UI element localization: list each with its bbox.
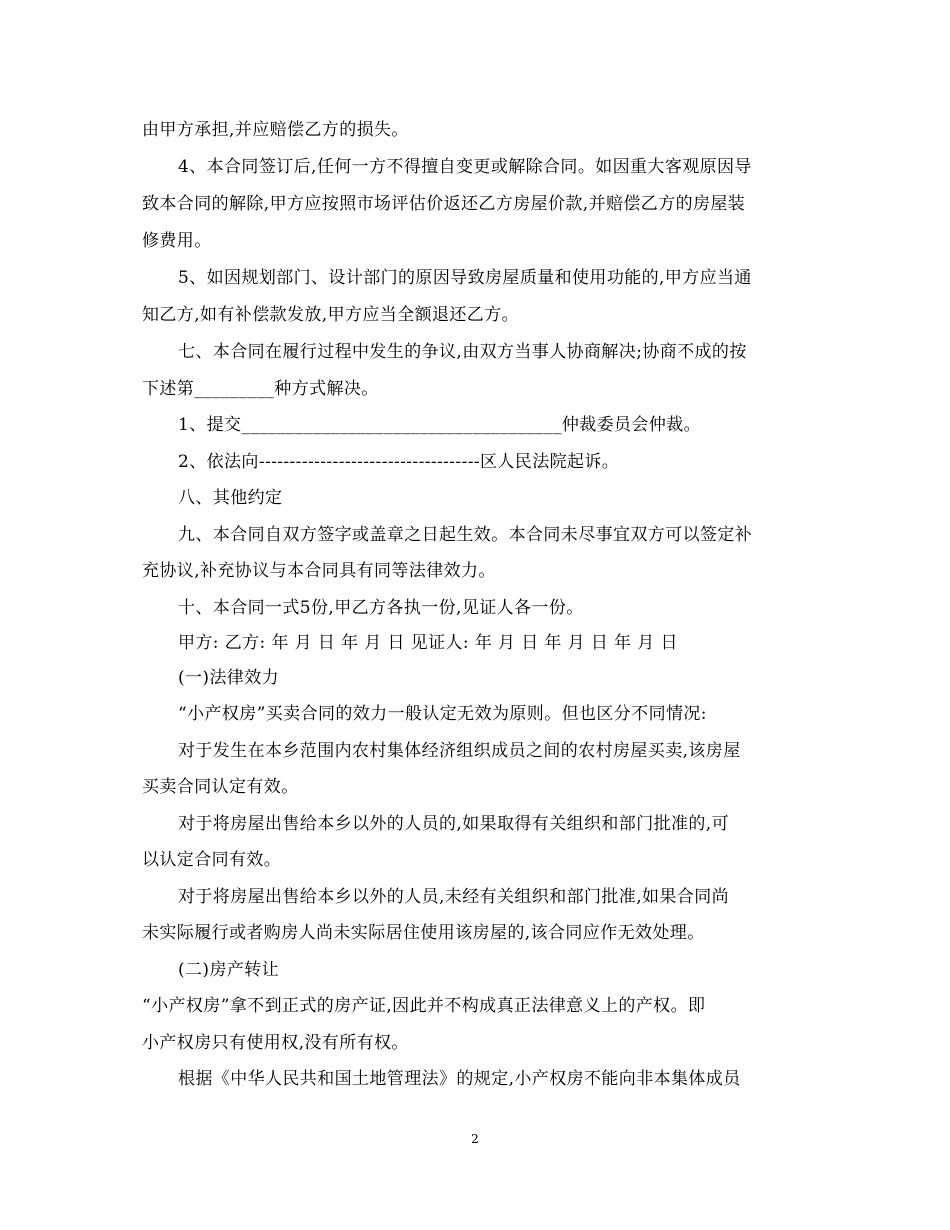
- text-line: 修费用。: [142, 231, 212, 251]
- text-line: 4、本合同签订后,任何一方不得擅自变更或解除合同。如因重大客观原因导: [178, 157, 752, 177]
- text-line: 未实际履行或者购房人尚未实际居住使用该房屋的,该合同应作无效处理。: [142, 923, 705, 943]
- text-line: 以认定合同有效。: [142, 850, 282, 870]
- text-line: “小产权房”拿不到正式的房产证,因此并不构成真正法律意义上的产权。即: [142, 996, 706, 1016]
- text-line: 致本合同的解除,甲方应按照市场评估价返还乙方房屋价款,并赔偿乙方的房屋装: [142, 194, 746, 214]
- text-line: 八、其他约定: [178, 488, 283, 508]
- text-line: 买卖合同认定有效。: [142, 777, 299, 797]
- text-line: 九、本合同自双方签字或盖章之日起生效。本合同未尽事宜双方可以签定补: [178, 525, 753, 545]
- text-line: 充协议,补充协议与本合同具有同等法律效力。: [142, 561, 496, 581]
- text-line: (二)房产转让: [178, 960, 280, 980]
- text-line: 小产权房只有使用权,没有所有权。: [142, 1033, 409, 1053]
- text-line: 七、本合同在履行过程中发生的争议,由双方当事人协商解决;协商不成的按: [178, 342, 747, 362]
- text-line: 知乙方,如有补偿款发放,甲方应当全额退还乙方。: [142, 305, 520, 325]
- text-line: 对于发生在本乡范围内农村集体经济组织成员之间的农村房屋买卖,该房屋: [178, 741, 741, 761]
- text-line: 5、如因规划部门、设计部门的原因导致房屋质量和使用功能的,甲方应当通: [178, 268, 752, 288]
- text-line: 1、提交____________________________________仲裁委员会仲裁。: [178, 415, 702, 435]
- text-line: “小产权房”买卖合同的效力一般认定无效为原则。但也区分不同情况:: [178, 704, 707, 724]
- text-line: 根据《中华人民共和国土地管理法》的规定,小产权房不能向非本集体成员: [178, 1069, 741, 1089]
- text-line: 甲方: 乙方: 年 月 日 年 月 日 见证人: 年 月 日 年 月 日 年 月 日: [178, 633, 678, 653]
- page-number: 2: [471, 1132, 479, 1146]
- text-line: 对于将房屋出售给本乡以外的人员的,如果取得有关组织和部门批准的,可: [178, 814, 730, 834]
- text-line: 2、依法向------------------------------------区人民法院起诉。: [178, 452, 620, 472]
- text-line: 十、本合同一式5份,甲乙方各执一份,见证人各一份。: [178, 598, 584, 618]
- text-line: (一)法律效力: [178, 668, 280, 688]
- text-line: 由甲方承担,并应赔偿乙方的损失。: [142, 120, 409, 140]
- text-line: 对于将房屋出售给本乡以外的人员,未经有关组织和部门批准,如果合同尚: [178, 887, 730, 907]
- text-line: 下述第_________种方式解决。: [142, 379, 379, 399]
